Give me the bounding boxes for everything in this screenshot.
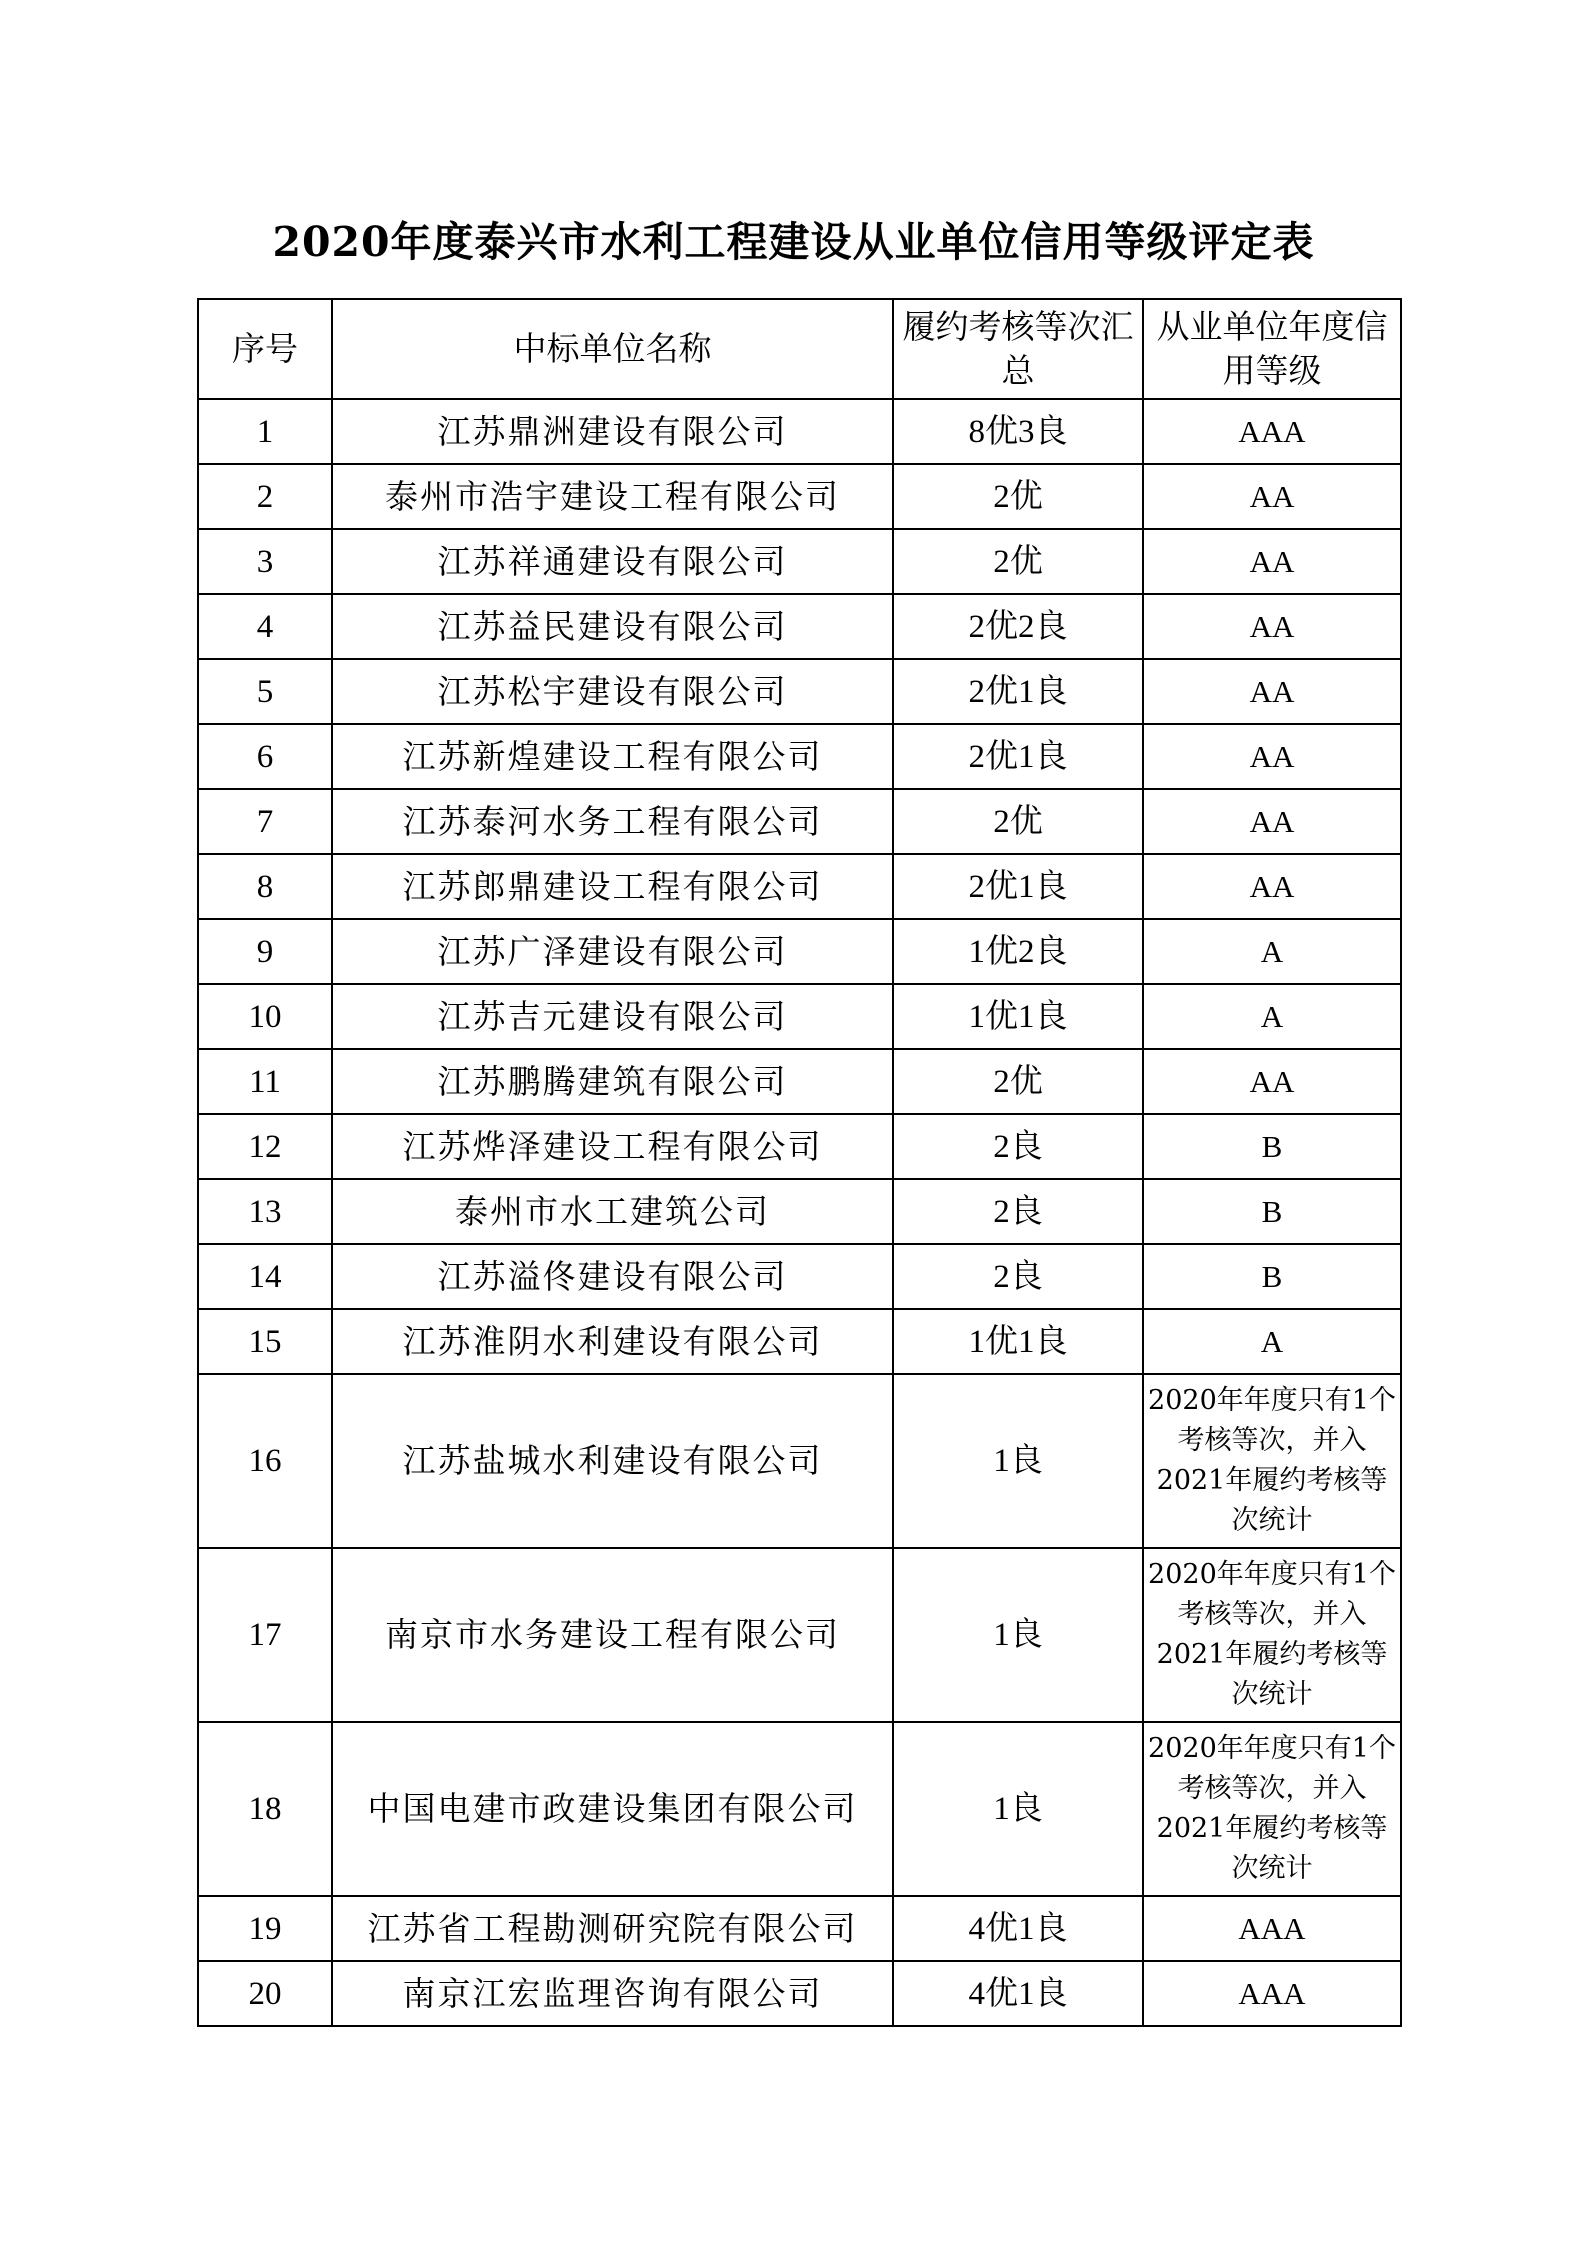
page-title: 2020年度泰兴市水利工程建设从业单位信用等级评定表 [272, 218, 1315, 266]
row-index: 16 [198, 1374, 332, 1548]
row-summary: 1良 [893, 1722, 1143, 1896]
row-grade: AA [1143, 464, 1401, 529]
row-company: 江苏盐城水利建设有限公司 [332, 1374, 893, 1548]
row-company: 江苏祥通建设有限公司 [332, 529, 893, 594]
row-index: 18 [198, 1722, 332, 1896]
row-grade: AA [1143, 529, 1401, 594]
row-index: 2 [198, 464, 332, 529]
row-grade: B [1143, 1114, 1401, 1179]
row-company: 江苏新煌建设工程有限公司 [332, 724, 893, 789]
row-grade-note: 2020年年度只有1个考核等次，并入2021年履约考核等次统计 [1143, 1722, 1401, 1896]
row-grade: AAA [1143, 1961, 1401, 2026]
row-summary: 4优1良 [893, 1961, 1143, 2026]
row-company: 江苏泰河水务工程有限公司 [332, 789, 893, 854]
row-summary: 2优2良 [893, 594, 1143, 659]
row-company: 江苏省工程勘测研究院有限公司 [332, 1896, 893, 1961]
row-company: 中国电建市政建设集团有限公司 [332, 1722, 893, 1896]
row-grade: AA [1143, 594, 1401, 659]
row-index: 11 [198, 1049, 332, 1114]
row-summary: 1优1良 [893, 984, 1143, 1049]
table-row [198, 1114, 1401, 1179]
table-row [198, 1309, 1401, 1374]
row-company: 江苏鹏腾建筑有限公司 [332, 1049, 893, 1114]
row-index: 19 [198, 1896, 332, 1961]
table-row [198, 1049, 1401, 1114]
table-row [198, 984, 1401, 1049]
table-row [198, 1179, 1401, 1244]
row-company: 江苏溢佟建设有限公司 [332, 1244, 893, 1309]
row-summary: 2优 [893, 529, 1143, 594]
row-company: 江苏广泽建设有限公司 [332, 919, 893, 984]
row-company: 南京市水务建设工程有限公司 [332, 1548, 893, 1722]
row-index: 15 [198, 1309, 332, 1374]
row-company: 南京江宏监理咨询有限公司 [332, 1961, 893, 2026]
table-row [198, 1548, 1401, 1722]
row-grade: A [1143, 984, 1401, 1049]
row-summary: 2良 [893, 1114, 1143, 1179]
row-index: 6 [198, 724, 332, 789]
row-grade: AA [1143, 724, 1401, 789]
row-grade: B [1143, 1244, 1401, 1309]
row-index: 8 [198, 854, 332, 919]
row-summary: 2良 [893, 1179, 1143, 1244]
header-index: 序号 [198, 299, 332, 399]
table-row [198, 399, 1401, 464]
table-row [198, 1374, 1401, 1548]
row-index: 5 [198, 659, 332, 724]
table-row [198, 854, 1401, 919]
row-index: 9 [198, 919, 332, 984]
row-summary: 2优1良 [893, 659, 1143, 724]
row-summary: 2优 [893, 1049, 1143, 1114]
row-company: 江苏淮阴水利建设有限公司 [332, 1309, 893, 1374]
row-summary: 2优 [893, 789, 1143, 854]
row-company: 江苏吉元建设有限公司 [332, 984, 893, 1049]
row-grade: AA [1143, 789, 1401, 854]
row-index: 3 [198, 529, 332, 594]
table-row [198, 1896, 1401, 1961]
table-row [198, 659, 1401, 724]
row-index: 17 [198, 1548, 332, 1722]
row-grade: AA [1143, 1049, 1401, 1114]
table-row [198, 464, 1401, 529]
row-index: 14 [198, 1244, 332, 1309]
row-index: 1 [198, 399, 332, 464]
row-summary: 1优2良 [893, 919, 1143, 984]
row-index: 4 [198, 594, 332, 659]
header-row [198, 299, 1401, 399]
row-summary: 8优3良 [893, 399, 1143, 464]
row-company: 泰州市浩宇建设工程有限公司 [332, 464, 893, 529]
row-company: 江苏松宇建设有限公司 [332, 659, 893, 724]
row-index: 7 [198, 789, 332, 854]
row-index: 12 [198, 1114, 332, 1179]
row-company: 江苏益民建设有限公司 [332, 594, 893, 659]
row-company: 江苏鼎洲建设有限公司 [332, 399, 893, 464]
table-row [198, 919, 1401, 984]
row-grade: A [1143, 919, 1401, 984]
row-company: 江苏烨泽建设工程有限公司 [332, 1114, 893, 1179]
row-index: 13 [198, 1179, 332, 1244]
row-summary: 2优1良 [893, 724, 1143, 789]
row-index: 10 [198, 984, 332, 1049]
row-summary: 2优1良 [893, 854, 1143, 919]
row-grade-note: 2020年年度只有1个考核等次，并入2021年履约考核等次统计 [1143, 1374, 1401, 1548]
row-company: 泰州市水工建筑公司 [332, 1179, 893, 1244]
row-summary: 2优 [893, 464, 1143, 529]
row-company: 江苏郎鼎建设工程有限公司 [332, 854, 893, 919]
row-summary: 1良 [893, 1548, 1143, 1722]
row-summary: 4优1良 [893, 1896, 1143, 1961]
table-row [198, 789, 1401, 854]
table-row [198, 1244, 1401, 1309]
header-company: 中标单位名称 [332, 299, 893, 399]
header-grade: 从业单位年度信用等级 [1143, 299, 1401, 399]
row-grade: A [1143, 1309, 1401, 1374]
table-row [198, 529, 1401, 594]
row-grade: AAA [1143, 1896, 1401, 1961]
table-row [198, 724, 1401, 789]
row-index: 20 [198, 1961, 332, 2026]
table-row [198, 1961, 1401, 2026]
row-summary: 1优1良 [893, 1309, 1143, 1374]
row-grade: AA [1143, 659, 1401, 724]
row-grade: B [1143, 1179, 1401, 1244]
header-summary: 履约考核等次汇总 [893, 299, 1143, 399]
row-summary: 2良 [893, 1244, 1143, 1309]
table-row [198, 1722, 1401, 1896]
row-grade: AA [1143, 854, 1401, 919]
row-grade-note: 2020年年度只有1个考核等次，并入2021年履约考核等次统计 [1143, 1548, 1401, 1722]
credit-rating-table [197, 298, 1402, 2027]
row-summary: 1良 [893, 1374, 1143, 1548]
table-row [198, 594, 1401, 659]
row-grade: AAA [1143, 399, 1401, 464]
